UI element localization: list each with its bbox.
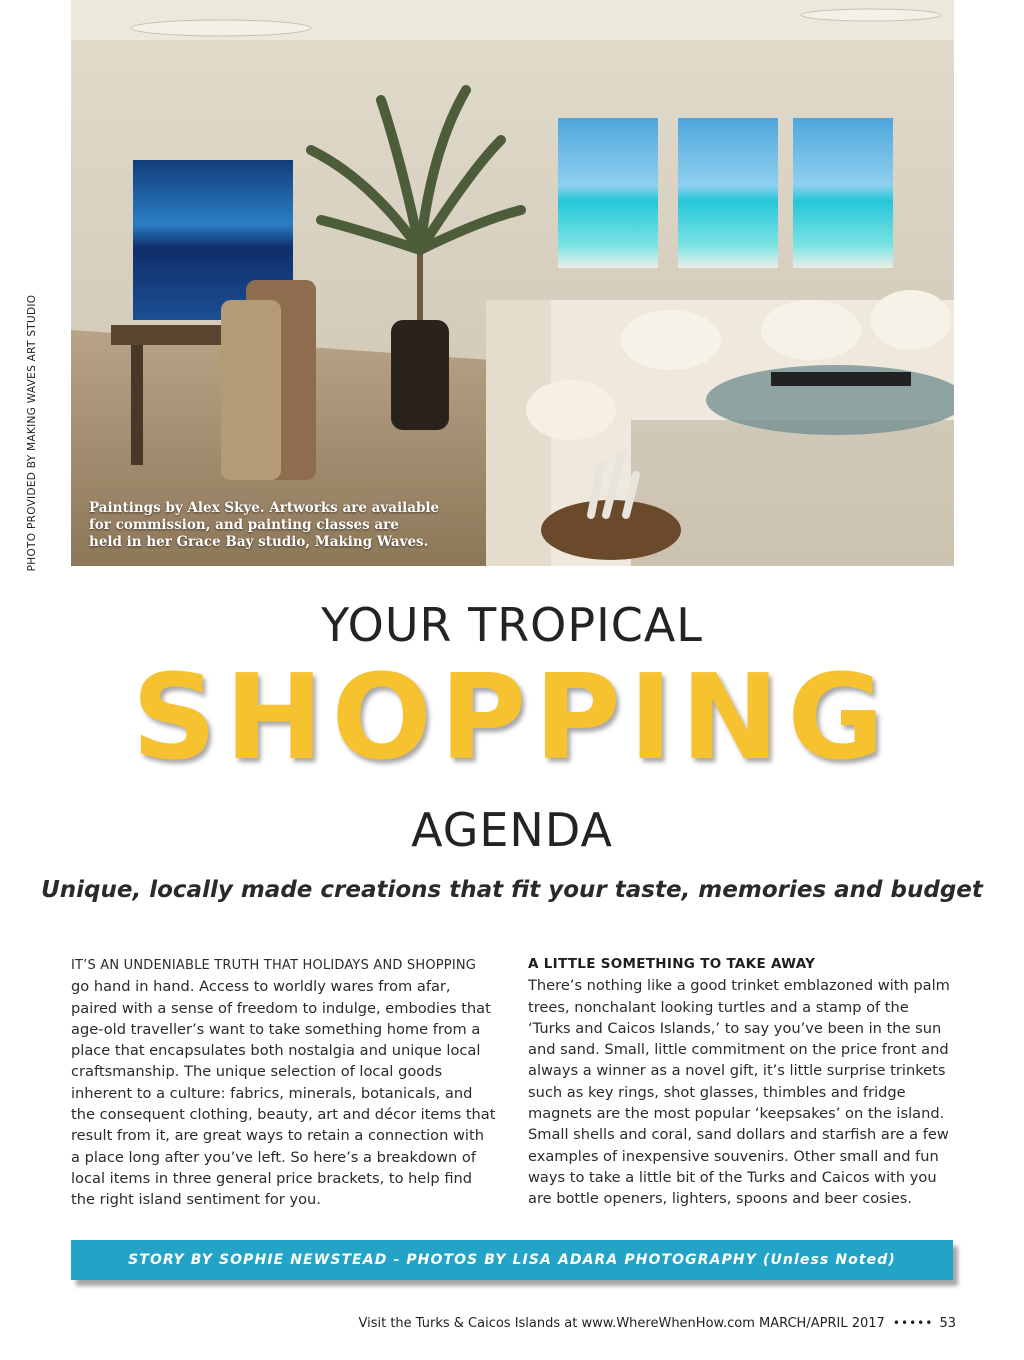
photo-credit <box>22 294 42 571</box>
page-number: 53 <box>939 1316 956 1331</box>
body-column-left <box>71 954 496 1211</box>
left-column-text: go hand in hand. Access to worldly wares from afar, paired with a sense of freedom to indulge, embodies that age-old traveller’s want to take something home from a place that encapsulates both nostalgia and unique local craftsmanship. The unique selection of local goods inherent to a culture: fabrics, minerals, botanicals, and the consequent clothing, beauty, art and décor items that result from it, are great ways to retain a connection with a place long after you’ve left. So here’s a breakdown of local items in three general price brackets, to help find the right island sentiment for you. <box>71 978 496 1209</box>
section-heading: A LITTLE SOMETHING TO TAKE AWAY <box>528 956 816 972</box>
living-room-illustration <box>71 0 954 566</box>
subheadline: Unique, locally made creations that fit your taste, memories and budget <box>41 877 983 903</box>
headline-shopping: SHOPPING <box>131 648 893 786</box>
page-footer <box>358 1316 956 1331</box>
hero-caption-line: Paintings by Alex Skye. Artworks are available <box>89 500 440 516</box>
story-credit-bar <box>71 1240 953 1280</box>
hero-photo <box>71 0 954 566</box>
lead-in-caps: IT’S AN UNDENIABLE TRUTH THAT HOLIDAYS AND SHOPPING <box>71 958 477 973</box>
right-column-text: There’s nothing like a good trinket emblazoned with palm trees, nonchalant looking turtles and a stamp of the ‘Turks and Caicos Islands,’ to say you’ve been in the sun and sand. Small, little commitment on the price front and always a winner as a novel gift, it’s little surprise trinkets such as key rings, shot glasses, thimbles and fridge magnets are the most popular ‘keepsakes’ on the island. Small shells and coral, sand dollars and starfish are a few examples of inexpensive souvenirs. Other small and fun ways to take a little bit of the Turks and Caicos with you are bottle openers, lighters, spoons and beer cosies. <box>528 977 950 1208</box>
photo-credit-text: PHOTO PROVIDED BY MAKING WAVES ART STUDIO <box>26 294 38 571</box>
headline-line-1: YOUR TROPICAL <box>321 598 703 652</box>
hero-caption-line: for commission, and painting classes are <box>89 517 399 533</box>
body-column-right <box>528 954 956 1210</box>
footer-dots: ••••• <box>892 1316 934 1330</box>
hero-caption-line: held in her Grace Bay studio, Making Waves. <box>89 534 429 550</box>
hero-caption <box>89 500 469 551</box>
story-credit-text: STORY BY SOPHIE NEWSTEAD - PHOTOS BY LISA ADARA PHOTOGRAPHY (Unless Noted) <box>128 1252 896 1268</box>
footer-text: Visit the Turks & Caicos Islands at www.WhereWhenHow.com MARCH/APRIL 2017 <box>358 1316 885 1331</box>
headline-line-3: AGENDA <box>411 803 613 857</box>
